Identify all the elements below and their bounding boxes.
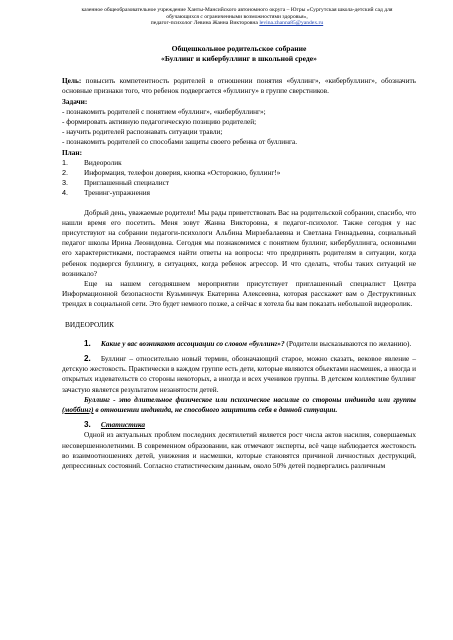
organization-header [58, 7, 416, 27]
spacer [62, 330, 416, 339]
section-1-note: (Родители высказываются по желанию). [284, 338, 412, 348]
plan-item [62, 158, 416, 168]
plan-item-number: 4. [62, 188, 69, 198]
intro-paragraph-1: Добрый день, уважаемые родители! Мы рады приветствовать Вас на родительской собрании, спасибо, что нашли время его посетить. Меня зовут Жанна Викторовна, я педагог-психолог. Также сегодня у нас присутствуют на собрании педагоги-психологи Альбина Мирзебалаевна и Светлана Геннадьевна, социальный педагог школы Ирина Леонидовна. Сегодня мы познакомимся с понятием буллинг, кибербуллинга, основными его характеристиками, постараемся найти ответы на вопросы: что предпринять родителям в ситуации, когда ребенок подвергся буллингу, в ситуациях, когда ребенок агрессор. И что сделать, чтобы таких ситуаций не возникало? [62, 207, 416, 278]
task-item: - познакомить родителей со способами защиты своего ребенка от буллинга. [62, 137, 298, 147]
task-item: - познакомить родителей с понятием «буллинг», «кибербуллинг»; [62, 106, 266, 116]
plan-item [62, 168, 416, 178]
section-2-text: Буллинг – относительно новый термин, обозначающий старое, можно сказать, вековое явление – детскую жестокость. Практически в каждом группе есть дети, которые являются объектами насмешек, а иногда и открытых издевательств со стороны некоторых, а иногда и всех учеников группы. В детском коллективе буллинг зачастую является результатом незанятости детей. [62, 353, 416, 394]
section-1-paragraph [62, 339, 416, 349]
author-name: педагог-психолог Левина Жанна Викторовна [150, 20, 260, 27]
tasks-label: Задачи: [62, 96, 88, 106]
document-title: Общешкольное родительское собрание [171, 44, 307, 54]
header-line-3 [58, 20, 416, 27]
section-2-paragraph [62, 354, 416, 395]
plan-item-number: 2. [62, 167, 69, 177]
document-subtitle: «Буллинг и кибербуллинг в школьной среде» [161, 54, 317, 64]
definition-mobbing: (моббинг) [62, 405, 94, 414]
section-3-number: 3. [84, 420, 91, 430]
header-line-1: казенное общеобразовательное учреждение Ханты-Мансийского автономного округа – Югры «Сургутская школа-детский сад для [81, 7, 393, 13]
plan-item-number: 3. [62, 178, 69, 188]
section-1-number: 1. [84, 338, 91, 348]
section-3-paragraph: Одной из актуальных проблем последних десятилетий является рост числа актов насилия, совершаемых несовершеннолетними. В современном образовании, как отмечают эксперты, всё чаще наблюдается жестокость во взаимоотношениях детей, унижения и насмешки, которые становятся причиной личностных деструкций, депрессивных состояний. Согласно статистическим данным, около 50% детей подвергались различным [62, 430, 416, 471]
bullying-definition [62, 395, 416, 415]
goal-paragraph [62, 76, 416, 96]
author-email-link[interactable]: levina.zhanna85@yandex.ru [259, 20, 324, 27]
plan-item-text: Приглашенный специалист [84, 178, 170, 188]
intro-paragraph-2: Еще на нашем сегодняшнем мероприятии присутствует приглашенный специалист Центра Информационной безопасности Кузьминчук Екатерина Алексеевна, которая расскажет вам о Деструктивных трендах в социальной сети. Это будет немного позже, а сейчас я хотела бы вам показать небольшой видеоролик. [62, 278, 416, 309]
goal-label: Цель: [62, 76, 82, 86]
goal-text: повысить компетентность родителей в отношении понятия «буллинг», «кибербуллинг», обозначить основные признаки того, что ребенок подвергается «буллингу» в группе сверстников. [62, 76, 416, 96]
plan-item [62, 178, 416, 188]
section-2-number: 2. [84, 353, 91, 363]
video-section-label: ВИДЕОРОЛИК [65, 319, 114, 329]
task-item: - формировать активную педагогическую позицию родителей; [62, 116, 257, 126]
header-line-2: обучающихся с ограниченными возможностями здоровья», [166, 13, 308, 20]
section-3-heading [62, 420, 416, 430]
plan-item-text: Видеоролик [84, 157, 122, 167]
definition-part-2: в отношении индивида, не способного защитить себя в данной ситуации. [93, 405, 338, 414]
plan-item-text: Тренинг-упражнения [84, 188, 150, 198]
plan-label: План: [62, 147, 83, 157]
section-3-title: Статистика [100, 420, 146, 430]
spacer [62, 199, 416, 208]
section-1-question: Какие у вас возникают ассоциации со словом «буллинг»? [100, 338, 285, 348]
plan-item-number: 1. [62, 157, 69, 167]
plan-item-text: Информация, телефон доверия, кнопка «Осторожно, буллинг!» [84, 167, 281, 177]
definition-part-1: Буллинг - это длительное физическое или психическое насилие со стороны индивида или группы [84, 394, 416, 404]
plan-item [62, 188, 416, 198]
task-item: - научить родителей распознавать ситуации травли; [62, 127, 223, 137]
